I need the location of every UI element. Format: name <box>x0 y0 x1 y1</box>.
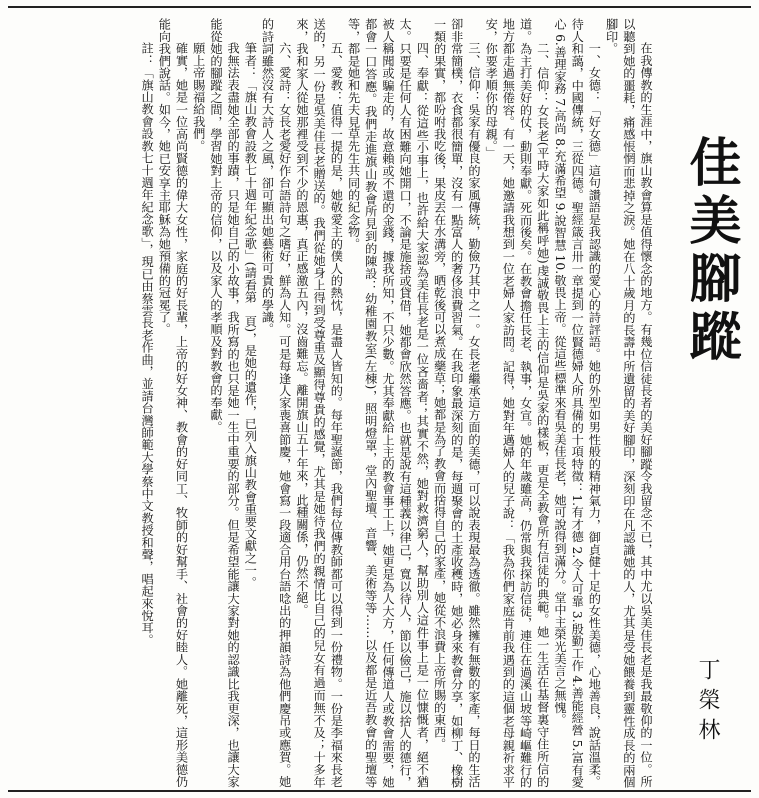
paragraph: 二、信仰：女長老(平時大家如此稱呼她)虔誠敬畏上主的信仰是吳家的樣板，更是全教會所有信徒的典範。她一生活在基督裏守住所信的道。為主打美好的仗，動則奉獻。死而後矣。在教會擔任長老、執事，女宣。她的年歲雖高，仍常與我探訪信徒，連住在過溪山坡等崎嶇難行的地方都走過無倦容。有一天，她邀請我想到一位老婦人家訪問。記得，她對年邁婦人的兒子說：「我為你們家庭肯前我遇到的這個老母親祈求平安，你要孝順你的母親。」 <box>484 18 550 788</box>
paragraph: 三、信仰：吳家有優良的家風傳統，勤儉乃其中之一。女長老繼承這方面的美德，可以說表現最為透徹。雖然擁有無數的家產，每日的生活卻非常簡樸，衣食都很簡單，沒有一點富人的奢侈浪費習氣。在我印象最深刻的是，每週聚會的土產收穫時，她必身來教會分享，如柳丁、橡樹一類的果實，都吩咐我吃後，果皮丟在水溝旁，晒乾後可以煮成藥草；她都是為了教會而捨得自己的家產，她從不浪費上帝所賜的東西。 <box>432 18 481 788</box>
article-title: 佳美腳蹤 <box>680 135 741 367</box>
top-border-line <box>8 6 751 8</box>
paragraph: 四、奉獻：從這些小事上，也許給大家認為美佳長老是一位吝嗇者；其實不然，她對救濟窮人，幫助別人這件事上是一位慷慨者，絕不猶太。只要是任何人有困難向她開口，不論是施捨或貸借，她都會欣然答應。也就是說有這種義以律己，寬以待人，節以儉己，施以捨人的德行，被人稱聞或騙走的，故意賴或不還的金錢，據我所知，不只少數。尤其奉獻給上主的教會事工上，她更是為人大方，任何傳道人或教會需要，她都會一口答應。我們走進旗山教會所見到的陳設：幼稚園教室(左棟)，照明燈罩，堂內聖壇、音響、美術等等……以及都是近吾教會的聖壇等等，都是她和先夫見草先生共同的紀念物。 <box>346 18 430 788</box>
paragraph: 五、愛教：值得一提的是，她敬愛主的僕人的熱忱，是盡人皆知的。每年聖誕節，我們每位傳教師都可以得到一份禮物。一份是李福來長老送的，另一份是吳美佳長老贈送的。我們從她身上得到受尊重及顯得尊貴的感覺，尤其是她待我們的親情比自己的兒女有過而無不及；十多年來，我和家人從她那裡受到不少的恩惠，真正感激五內，沒齒難忘。離開旗山五十年來，此種關係，仍然不絕。 <box>294 18 344 788</box>
paragraph: 在我傳教的生涯中，旗山教會算是值得懷念的地方。有幾位信徒長者的美好腳蹤令我留念不已，其中尤以吳美佳長老是我最敬仰的一位。所以聽到她的噩耗，痛感悵惘而悲掉之淚。她在八十歲月的長壽中所遺留的美好腳印，深刻印在凡認識她的人，尤其是受她餵養到靈性成長的兩個腳印。 <box>604 18 653 788</box>
bottom-border-line <box>8 790 751 792</box>
article-author: 丁榮林 <box>695 658 720 748</box>
paragraph: 確實，她是一位高尚賢德的偉大女性，家庭的好長輩，上帝的好女神、教會的好同工、牧師的好幫手、社會的好睦人。她離死，這形美德仍能向我們說話。如今，她已安享主耶穌為她預備的冠冕了。 <box>157 18 189 788</box>
article-body <box>14 18 654 788</box>
paragraph: 我無法表盡她全部的事蹟，只是她自己的小故事，我所寫的也只是她一生中重要的部分。但是希望能讓大家對她的認識比我更深，也讓大家能從她的腳蹤之間，學習她對上帝的信仰，以及家人的孝順及對教會的奉獻。 <box>208 18 241 788</box>
paragraph: 筆者：「旗山教會設教七十週年紀念歌」(請看第 頁)，是她的遺作，已列入旗山教會重要文獻之一。 <box>243 42 258 589</box>
paragraph: 一、女德：「好女德」這句讚語是我認識的愛心的詩評語。她的外型如男性般的精神氣力，御貞健十足的女性美德，心地善良，說話溫柔。待人和藹，中國傳統，三從四德。聖經箴言卅一章提到一位賢德婦人所具備的十項特徵：1.有才德 2.令人可靠 3.殷勤工作 4.善能經營 5.富有愛心 6.善理家務 7.高尚 8.充滿希望 9.說智慧 10.敬畏上帝。從這些標準來看吳美佳長老，她可說得到滿分。堂中主榮光美言之無愧。 <box>552 18 602 788</box>
paragraph: 六、愛詩：女長老愛好作台語詩句之嗜好，鮮為人知。可是每逢人家喪喜節慶，她會寫一段適合用台語唸出的押韻詩為他們慶吊或應賀。她的詩詞雖然沒有大詩人之風，卻可顯出她藝術可貴的學識。 <box>260 18 292 788</box>
paragraph: 註：「旗山教會設教七十週年紀念歌」，現已由蔡雲長老作曲，並請台灣師範大學蔡中文教授和聲，唱起來悅耳。 <box>140 42 155 647</box>
paragraph: 願上帝賜福給我們。 <box>191 42 206 153</box>
